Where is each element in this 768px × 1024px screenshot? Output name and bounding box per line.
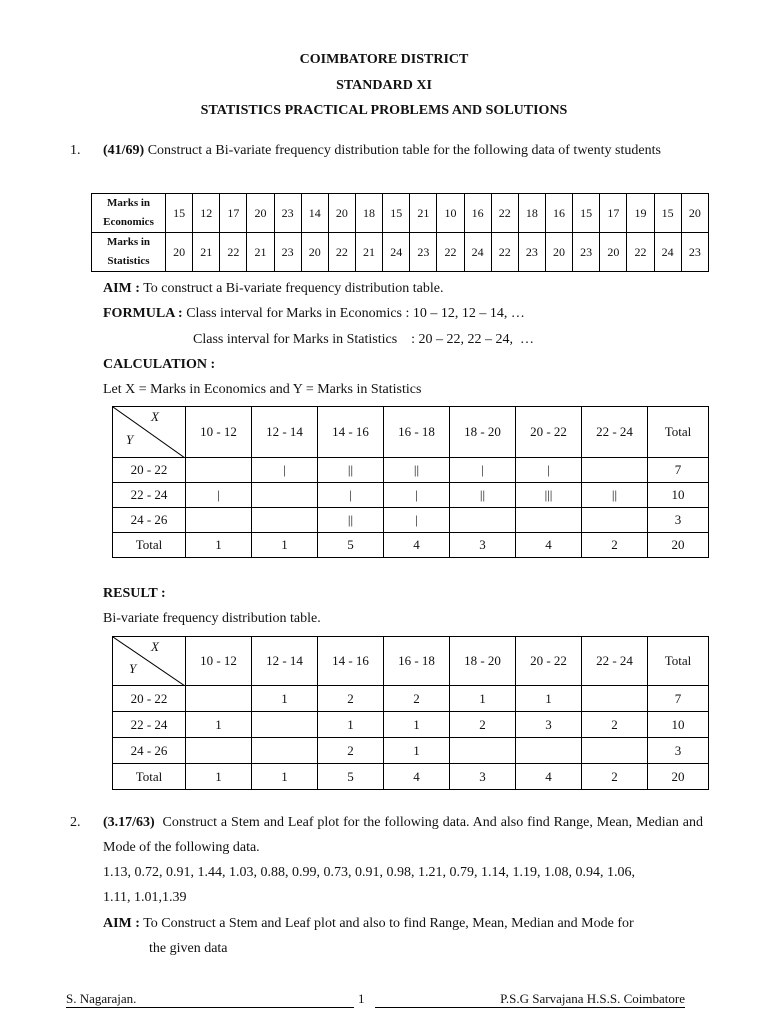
tally-cell: ||: [318, 508, 384, 533]
tally-cell: [186, 458, 252, 483]
x-axis-label: X: [151, 409, 159, 424]
statistics-value: 22: [328, 233, 355, 272]
q1-number: 1.: [70, 143, 81, 158]
footer-school: P.S.G Sarvajana H.S.S. Coimbatore: [375, 991, 685, 1008]
header-district: COIMBATORE DISTRICT: [299, 52, 469, 67]
statistics-value: 22: [491, 233, 518, 272]
column-header: 20 - 22: [516, 637, 582, 686]
statistics-value: 23: [518, 233, 545, 272]
row-total: 10: [648, 483, 709, 508]
column-header: 10 - 12: [186, 637, 252, 686]
statistics-value: 20: [166, 233, 193, 272]
grand-total: 20: [648, 533, 709, 558]
tally-cell: ||: [582, 483, 648, 508]
frequency-cell: 1: [516, 686, 582, 712]
q1-formula-label: FORMULA :: [103, 306, 183, 321]
q1-text: Construct a Bi-variate frequency distribution table for the following data of twenty students: [147, 143, 661, 158]
tally-table: [112, 406, 709, 558]
row-total: 3: [648, 508, 709, 533]
statistics-value: 21: [193, 233, 220, 272]
column-header-total: Total: [648, 637, 709, 686]
frequency-cell: 2: [318, 686, 384, 712]
statistics-value: 21: [247, 233, 274, 272]
tally-cell: |||: [516, 483, 582, 508]
frequency-cell: 2: [318, 738, 384, 764]
economics-value: 23: [274, 194, 301, 233]
column-header: 10 - 12: [186, 407, 252, 458]
q1-result-label: RESULT :: [103, 586, 166, 601]
statistics-row: [92, 233, 709, 272]
tally-cell: [582, 508, 648, 533]
economics-value: 22: [491, 194, 518, 233]
diagonal-line: [113, 637, 185, 686]
economics-value: 18: [355, 194, 382, 233]
column-header: 16 - 18: [384, 637, 450, 686]
q1-formula-text-1: Class interval for Marks in Economics : 10 – 12, 12 – 14, …: [186, 306, 525, 321]
result-corner-cell: [113, 637, 186, 686]
economics-value: 18: [518, 194, 545, 233]
statistics-value: 24: [383, 233, 410, 272]
column-total: 1: [186, 764, 252, 790]
q2-aim-label: AIM :: [103, 916, 140, 931]
frequency-cell: [516, 738, 582, 764]
row-label: 22 - 24: [113, 483, 186, 508]
q1-aim-text: To construct a Bi-variate frequency distribution table.: [143, 281, 444, 296]
tally-cell: ||: [318, 458, 384, 483]
column-header: 14 - 16: [318, 637, 384, 686]
statistics-label: Marks in Statistics: [92, 233, 166, 272]
q1-question: [103, 138, 703, 163]
column-total: 4: [516, 533, 582, 558]
economics-value: 17: [220, 194, 247, 233]
frequency-cell: [186, 686, 252, 712]
statistics-value: 22: [437, 233, 464, 272]
result-header-row: [113, 637, 709, 686]
tally-cell: [516, 508, 582, 533]
frequency-cell: 1: [318, 712, 384, 738]
table-row: [113, 458, 709, 483]
statistics-value: 24: [654, 233, 681, 272]
column-total: 3: [450, 764, 516, 790]
tally-cell: [582, 458, 648, 483]
column-header: 22 - 24: [582, 637, 648, 686]
frequency-cell: 1: [186, 712, 252, 738]
column-total: 1: [186, 533, 252, 558]
footer-author: S. Nagarajan.: [66, 991, 354, 1008]
column-total: 4: [384, 533, 450, 558]
row-total: 10: [648, 712, 709, 738]
frequency-cell: 1: [384, 738, 450, 764]
frequency-cell: [252, 712, 318, 738]
column-header: 12 - 14: [252, 407, 318, 458]
economics-value: 16: [545, 194, 572, 233]
frequency-cell: 1: [384, 712, 450, 738]
q2-text: Construct a Stem and Leaf plot for the following data. And also find Range, Mean, Median and Mode of the following data.: [103, 815, 703, 855]
q2-data-line-2: 1.11, 1.01,1.39: [103, 890, 187, 905]
economics-value: 16: [464, 194, 491, 233]
economics-value: 20: [681, 194, 708, 233]
tally-cell: [450, 508, 516, 533]
table-row: [113, 686, 709, 712]
column-header: 14 - 16: [318, 407, 384, 458]
tally-cell: [252, 483, 318, 508]
frequency-cell: 2: [450, 712, 516, 738]
tally-cell: [252, 508, 318, 533]
row-total: 3: [648, 738, 709, 764]
frequency-cell: [186, 738, 252, 764]
economics-value: 15: [654, 194, 681, 233]
total-row: [113, 533, 709, 558]
tally-cell: |: [318, 483, 384, 508]
tally-cell: |: [252, 458, 318, 483]
economics-label: Marks in Economics: [92, 194, 166, 233]
total-row: [113, 764, 709, 790]
row-label: 20 - 22: [113, 686, 186, 712]
table-row: [113, 483, 709, 508]
q1-ref: (41/69): [103, 143, 145, 158]
row-label: 20 - 22: [113, 458, 186, 483]
column-total: 1: [252, 533, 318, 558]
economics-value: 15: [383, 194, 410, 233]
column-header: 22 - 24: [582, 407, 648, 458]
tally-cell: ||: [384, 458, 450, 483]
column-header-total: Total: [648, 407, 709, 458]
economics-value: 14: [301, 194, 328, 233]
statistics-value: 20: [301, 233, 328, 272]
column-header: 20 - 22: [516, 407, 582, 458]
statistics-value: 22: [220, 233, 247, 272]
q2-aim-text-2: the given data: [149, 941, 228, 956]
economics-value: 12: [193, 194, 220, 233]
q2-number: 2.: [70, 815, 81, 830]
frequency-cell: 3: [516, 712, 582, 738]
row-total: 7: [648, 458, 709, 483]
row-label: Total: [113, 764, 186, 790]
header-title: STATISTICS PRACTICAL PROBLEMS AND SOLUTIONS: [200, 103, 568, 118]
y-axis-label: Y: [126, 432, 134, 447]
column-total: 2: [582, 764, 648, 790]
column-total: 5: [318, 764, 384, 790]
table-row: [113, 508, 709, 533]
column-total: 5: [318, 533, 384, 558]
row-total: 7: [648, 686, 709, 712]
economics-row: [92, 194, 709, 233]
table-row: [113, 712, 709, 738]
result-table: [112, 636, 709, 790]
statistics-value: 20: [600, 233, 627, 272]
tally-cell: |: [186, 483, 252, 508]
economics-value: 20: [328, 194, 355, 233]
q1-calculation-text: Let X = Marks in Economics and Y = Marks in Statistics: [103, 382, 422, 397]
row-label: 24 - 26: [113, 738, 186, 764]
row-label: 24 - 26: [113, 508, 186, 533]
column-total: 4: [384, 764, 450, 790]
economics-value: 17: [600, 194, 627, 233]
economics-value: 20: [247, 194, 274, 233]
statistics-value: 20: [545, 233, 572, 272]
frequency-cell: 1: [252, 686, 318, 712]
x-axis-label: X: [151, 639, 159, 654]
tally-cell: |: [384, 508, 450, 533]
column-total: 3: [450, 533, 516, 558]
q2-aim: [103, 916, 634, 932]
statistics-value: 23: [274, 233, 301, 272]
q1-formula: [103, 306, 525, 322]
q1-result-text: Bi-variate frequency distribution table.: [103, 611, 321, 626]
tally-header-row: [113, 407, 709, 458]
frequency-cell: 2: [582, 712, 648, 738]
tally-cell: |: [516, 458, 582, 483]
tally-corner-cell: [113, 407, 186, 458]
q1-data-table: [91, 193, 709, 272]
tally-cell: |: [384, 483, 450, 508]
frequency-cell: 2: [384, 686, 450, 712]
statistics-value: 23: [681, 233, 708, 272]
column-total: 1: [252, 764, 318, 790]
q2-question: [103, 810, 703, 860]
economics-value: 15: [573, 194, 600, 233]
row-label: 22 - 24: [113, 712, 186, 738]
row-label: Total: [113, 533, 186, 558]
economics-value: 15: [166, 194, 193, 233]
tally-cell: ||: [450, 483, 516, 508]
table-row: [113, 738, 709, 764]
y-axis-label: Y: [129, 661, 137, 676]
column-header: 16 - 18: [384, 407, 450, 458]
frequency-cell: [252, 738, 318, 764]
q2-data-line-1: 1.13, 0.72, 0.91, 1.44, 1.03, 0.88, 0.99, 0.73, 0.91, 0.98, 1.21, 0.79, 1.14, 1.19, 1.08, 0.94, 1.06,: [103, 865, 635, 880]
q2-ref: (3.17/63): [103, 815, 155, 830]
q1-calculation-label: CALCULATION :: [103, 357, 216, 372]
column-total: 2: [582, 533, 648, 558]
frequency-cell: [582, 686, 648, 712]
statistics-value: 23: [573, 233, 600, 272]
grand-total: 20: [648, 764, 709, 790]
economics-value: 19: [627, 194, 654, 233]
frequency-cell: [582, 738, 648, 764]
header-standard: STANDARD XI: [336, 78, 432, 93]
economics-value: 10: [437, 194, 464, 233]
statistics-value: 22: [627, 233, 654, 272]
statistics-value: 23: [410, 233, 437, 272]
tally-cell: |: [450, 458, 516, 483]
q1-formula-text-2: Class interval for Marks in Statistics : 20 – 22, 22 – 24, …: [193, 332, 535, 347]
q1-aim-label: AIM :: [103, 281, 140, 296]
column-header: 18 - 20: [450, 637, 516, 686]
frequency-cell: 1: [450, 686, 516, 712]
footer-page-number: 1: [358, 991, 365, 1006]
column-header: 12 - 14: [252, 637, 318, 686]
economics-value: 21: [410, 194, 437, 233]
q2-aim-text-1: To Construct a Stem and Leaf plot and also to find Range, Mean, Median and Mode for: [143, 916, 634, 931]
statistics-value: 24: [464, 233, 491, 272]
statistics-value: 21: [355, 233, 382, 272]
diagonal-line: [113, 407, 185, 458]
column-total: 4: [516, 764, 582, 790]
q1-aim: [103, 281, 444, 297]
tally-cell: [186, 508, 252, 533]
column-header: 18 - 20: [450, 407, 516, 458]
frequency-cell: [450, 738, 516, 764]
